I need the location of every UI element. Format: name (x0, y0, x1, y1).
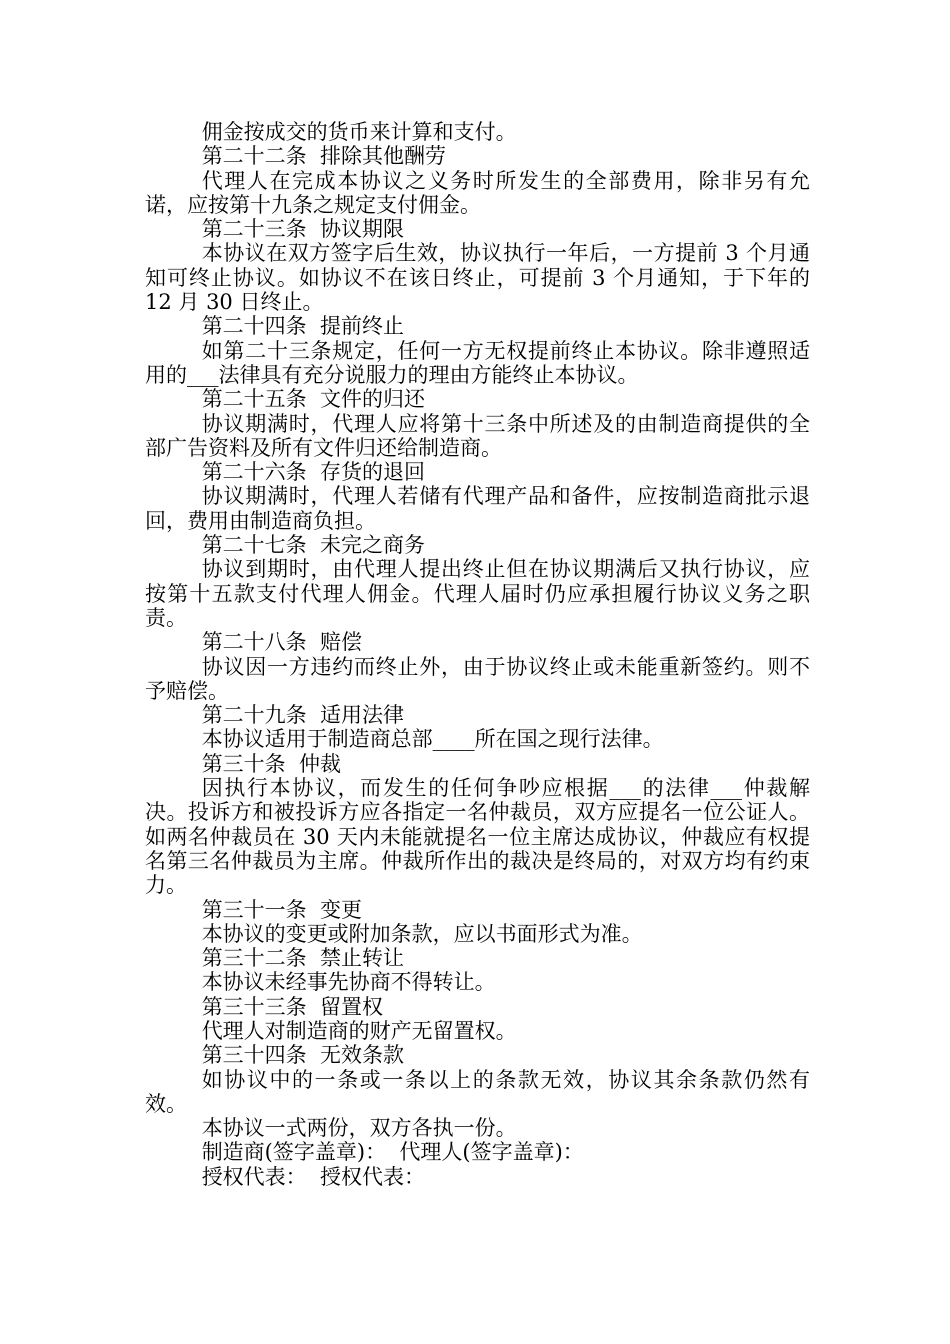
article-30-body: 因执行本协议，而发生的任何争吵应根据___的法律___仲裁解决。投诉方和被投诉方应各指定一名仲裁员，双方应提名一位公证人。 如两名仲裁员在 30 天内未能就提名一位主席达成协议，仲裁应有权提名第三名仲裁员为主席。仲裁所作出的裁决是终局的，对双方均有约束力。 (145, 776, 817, 898)
article-23-body: 本协议在双方签字后生效，协议执行一年后，一方提前 3 个月通知可终止协议。如协议不在该日终止，可提前 3 个月通知，于下年的 12 月 30 日终止。 (145, 241, 817, 315)
article-32-heading: 第三十二条 禁止转让 (201, 946, 405, 971)
article-22-heading: 第二十二条 排除其他酬劳 (201, 144, 447, 169)
article-30-heading: 第三十条 仲裁 (201, 751, 342, 776)
article-32-body: 本协议未经事先协商不得转让。 (201, 970, 496, 995)
article-24-heading: 第二十四条 提前终止 (201, 314, 405, 339)
article-31-heading: 第三十一条 变更 (201, 897, 363, 922)
representative-line: 授权代表： 授权代表： (201, 1164, 426, 1189)
article-28-heading: 第二十八条 赔偿 (201, 630, 363, 655)
article-27-heading: 第二十七条 未完之商务 (201, 533, 426, 558)
article-33-body: 代理人对制造商的财产无留置权。 (201, 1018, 517, 1043)
article-31-body: 本协议的变更或附加条款，应以书面形式为准。 (201, 921, 643, 946)
signature-line: 制造商(签字盖章)： 代理人(签字盖章)： (201, 1140, 584, 1165)
copies-clause: 本协议一式两份，双方各执一份。 (201, 1116, 517, 1141)
article-29-heading: 第二十九条 适用法律 (201, 703, 405, 728)
article-24-body: 如第二十三条规定，任何一方无权提前终止本协议。除非遵照适用的___法律具有充分说服力的理由方能终止本协议。 (145, 338, 810, 387)
article-29-body: 本协议适用于制造商总部____所在国之现行法律。 (201, 727, 664, 752)
article-33-heading: 第三十三条 留置权 (201, 994, 384, 1019)
article-25-heading: 第二十五条 文件的归还 (201, 387, 426, 412)
document-page (145, 120, 817, 1189)
article-26-body: 协议期满时，代理人若储有代理产品和备件，应按制造商批示退回，费用由制造商负担。 (145, 484, 810, 533)
article-25-body: 协议期满时，代理人应将第十三条中所述及的由制造商提供的全部广告资料及所有文件归还给制造商。 (145, 411, 810, 460)
article-27-body: 协议到期时，由代理人提出终止但在协议期满后又执行协议，应按第十五款支付代理人佣金。代理人届时仍应承担履行协议义务之职责。 (145, 557, 810, 630)
article-34-heading: 第三十四条 无效条款 (201, 1043, 405, 1068)
paragraph-commission-currency: 佣金按成交的货币来计算和支付。 (201, 120, 517, 144)
article-26-heading: 第二十六条 存货的退回 (201, 460, 426, 485)
article-23-heading: 第二十三条 协议期限 (201, 217, 405, 242)
article-34-body: 如协议中的一条或一条以上的条款无效，协议其余条款仍然有效。 (145, 1067, 810, 1116)
article-28-body: 协议因一方违约而终止外，由于协议终止或未能重新签约。则不予赔偿。 (145, 654, 810, 703)
article-22-body: 代理人在完成本协议之义务时所发生的全部费用，除非另有允诺，应按第十九条之规定支付佣金。 (145, 168, 810, 217)
